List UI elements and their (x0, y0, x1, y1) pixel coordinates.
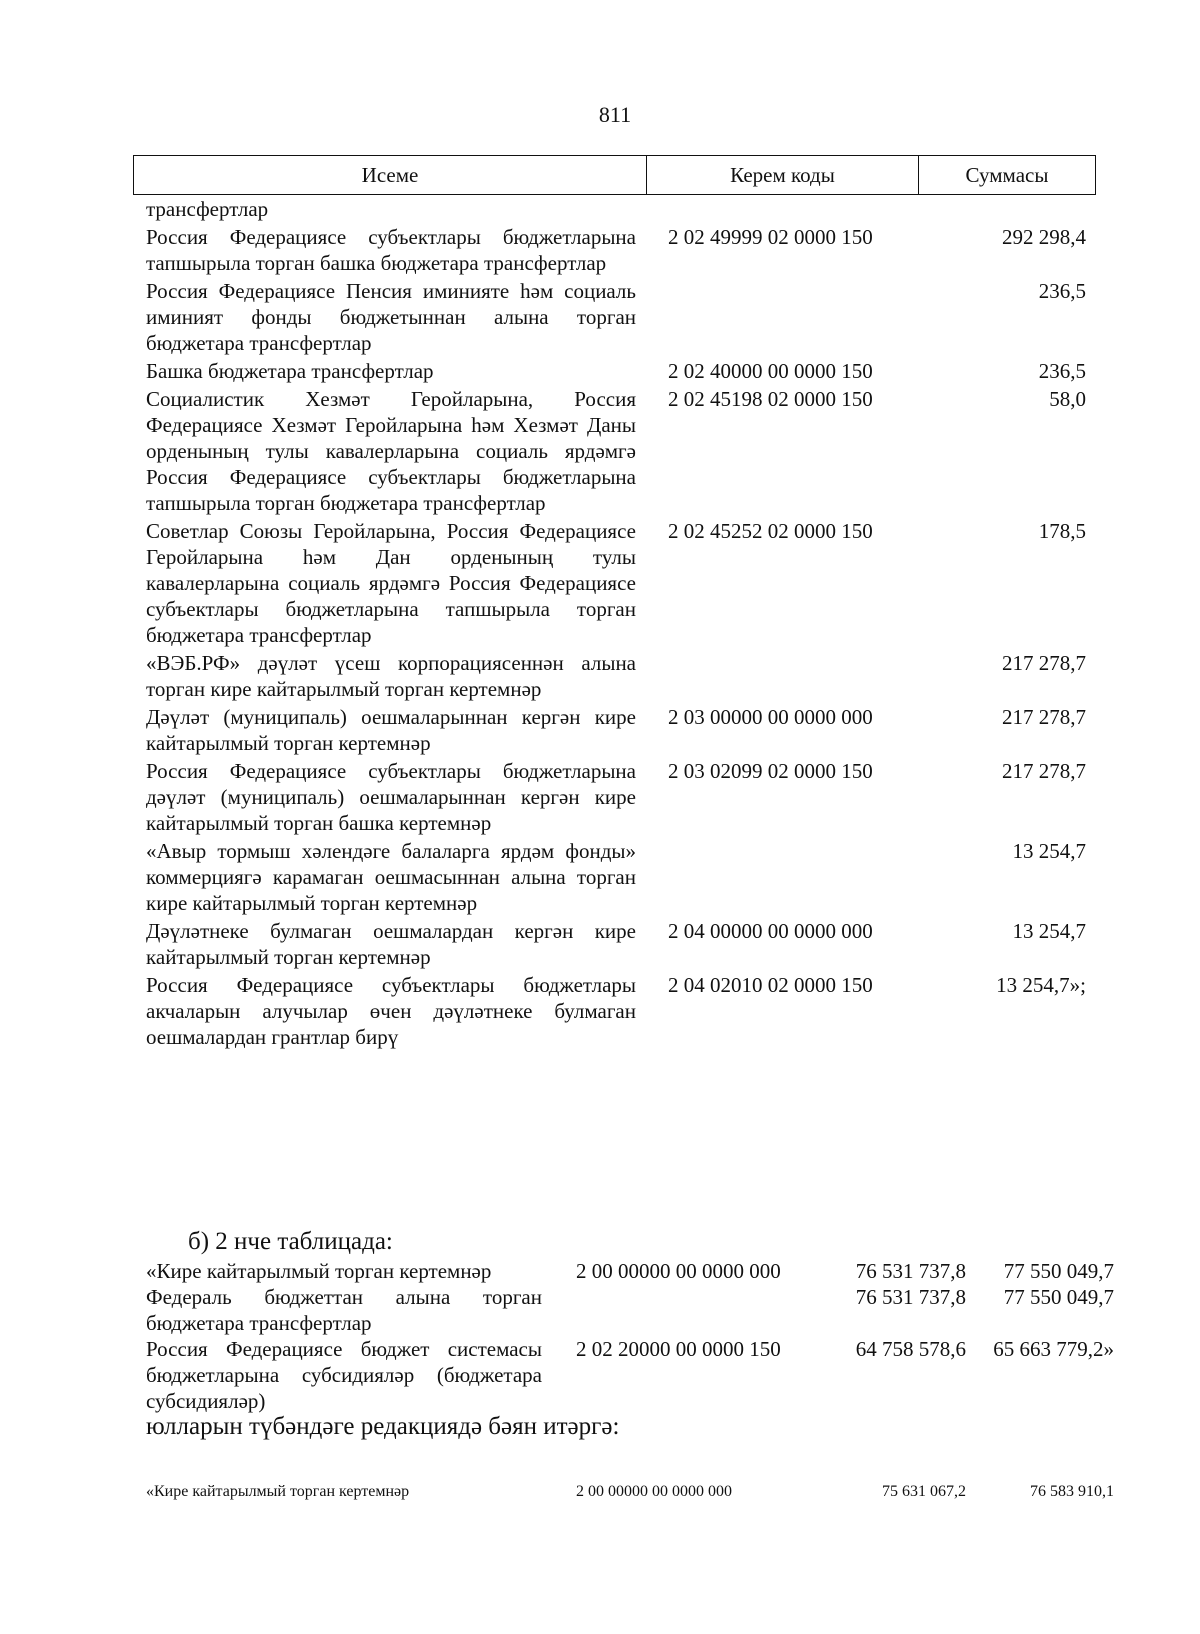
row-code: 2 02 45198 02 0000 150 (668, 387, 873, 411)
row-amount: 178,5 (1038, 519, 1086, 543)
header-code: Керем коды (647, 156, 919, 194)
row-amount: 13 254,7»; (996, 973, 1086, 997)
row-amount: 13 254,7 (1012, 839, 1086, 863)
row-code (542, 1284, 782, 1336)
table-header (133, 155, 1096, 195)
row-amount: 217 278,7 (1002, 759, 1086, 783)
row-name: «ВЭБ.РФ» дәүләт үсеш корпорациясеннән алына торган кире кайтарылмый торган кертемнәр (146, 651, 636, 701)
row-value-1: 76 531 737,8 (855, 1259, 966, 1283)
row-value-2: 65 663 779,2» (993, 1337, 1114, 1361)
row-amount: 58,0 (1049, 387, 1086, 411)
row-name: Россия Федерациясе субъектлары бюджетларына дәүләт (муниципаль) оешмаларыннан кергән кире кайтарылмый торган башка кертемнәр (146, 759, 636, 835)
row-name: «Кире кайтарылмый торган кертемнәр (146, 1259, 492, 1283)
row-value-1: 64 758 578,6 (855, 1337, 966, 1361)
row-code: 2 04 00000 00 0000 000 (668, 919, 873, 943)
income-table (146, 224, 1086, 1052)
final-row-value-1: 75 631 067,2 (882, 1483, 966, 1500)
page-number: 811 (598, 102, 632, 127)
section-b-row (146, 1284, 1114, 1336)
row-name: Россия Федерациясе бюджет системасы бюджетларына субсидияләр (бюджетара субсидияләр) (146, 1337, 542, 1413)
row-amount: 13 254,7 (1012, 919, 1086, 943)
final-row-code: 2 00 00000 00 0000 000 (576, 1483, 732, 1500)
row-code: 2 00 00000 00 0000 000 (576, 1259, 781, 1283)
row-code (636, 838, 896, 916)
table-row (146, 358, 1086, 384)
final-row-name: «Кире кайтарылмый торган кертемнәр (146, 1483, 410, 1500)
table-row (146, 518, 1086, 648)
row-name: Дәүләтнеке булмаган оешмалардан кергән кире кайтарылмый торган кертемнәр (146, 919, 636, 969)
row-code (636, 278, 896, 356)
row-code: 2 02 45252 02 0000 150 (668, 519, 873, 543)
row-name: Россия Федерациясе Пенсия иминияте һәм социаль иминият фонды бюджетыннан алына торган бюджетара трансфертлар (146, 279, 636, 355)
section-b-row (146, 1258, 1114, 1284)
section-b-row (146, 1336, 1114, 1414)
row-code: 2 02 20000 00 0000 150 (576, 1337, 781, 1361)
row-amount: 236,5 (1038, 279, 1086, 303)
row-code: 2 02 40000 00 0000 150 (668, 359, 873, 383)
row-code: 2 03 00000 00 0000 000 (668, 705, 873, 729)
row-amount: 217 278,7 (1002, 651, 1086, 675)
table-row (146, 278, 1086, 356)
row-name: Дәүләт (муниципаль) оешмаларыннан кергән кире кайтарылмый торган кертемнәр (146, 705, 636, 755)
row-code (636, 650, 896, 702)
section-b-heading: б) 2 нче таблицада: (188, 1228, 393, 1255)
table-row (146, 386, 1086, 516)
row-code: 2 02 49999 02 0000 150 (668, 225, 873, 249)
row-amount: 217 278,7 (1002, 705, 1086, 729)
row-name: Россия Федерациясе субъектлары бюджетларына тапшырыла торган башка бюджетара трансфертлар (146, 225, 636, 275)
row-code: 2 04 02010 02 0000 150 (668, 973, 873, 997)
row-amount: 236,5 (1038, 359, 1086, 383)
header-amount: Суммасы (965, 162, 1049, 187)
row-name: Башка бюджетара трансфертлар (146, 359, 434, 383)
final-row-value-2: 76 583 910,1 (1030, 1483, 1114, 1500)
row-value-1: 76 531 737,8 (855, 1285, 966, 1309)
edit-instruction: юлларын түбәндәге редакциядә бәян итәргә: (146, 1413, 620, 1440)
row-value-2: 77 550 049,7 (1003, 1259, 1114, 1283)
header-name: Исеме (134, 156, 647, 194)
table-row (146, 758, 1086, 836)
row-name: Советлар Союзы Геройларына, Россия Федерациясе Геройларына һәм Дан орденының тулы кавалерларына социаль ярдәмгә Россия Федерациясе субъектлары бюджетларына тапшырыла торган бюджетара трансфертлар (146, 519, 636, 647)
table-row (146, 224, 1086, 276)
table-row (146, 704, 1086, 756)
row-amount: 292 298,4 (1002, 225, 1086, 249)
table-row (146, 972, 1086, 1050)
section-b-table (146, 1258, 1114, 1414)
row-code: 2 03 02099 02 0000 150 (668, 759, 873, 783)
row-name: Федераль бюджеттан алына торган бюджетара трансфертлар (146, 1285, 542, 1335)
table-row (146, 650, 1086, 702)
row-value-2: 77 550 049,7 (1003, 1285, 1114, 1309)
continuation-text: трансфертлар (146, 197, 269, 221)
row-name: Социалистик Хезмәт Геройларына, Россия Федерациясе Хезмәт Геройларына һәм Хезмәт Даны орденының тулы кавалерларына социаль ярдәмгә Россия Федерациясе субъектлары бюджетларына тапшырыла торган бюджетара трансфертлар (146, 387, 636, 515)
table-row (146, 838, 1086, 916)
table-row (146, 918, 1086, 970)
final-row (146, 1483, 1114, 1501)
row-name: Россия Федерациясе субъектлары бюджетлары акчаларын алучылар өчен дәүләтнеке булмаган оешмалардан грантлар бирү (146, 973, 636, 1049)
row-name: «Авыр тормыш хәлендәге балаларга ярдәм фонды» коммерциягә карамаган оешмасыннан алына торган кире кайтарылмый торган кертемнәр (146, 839, 636, 915)
